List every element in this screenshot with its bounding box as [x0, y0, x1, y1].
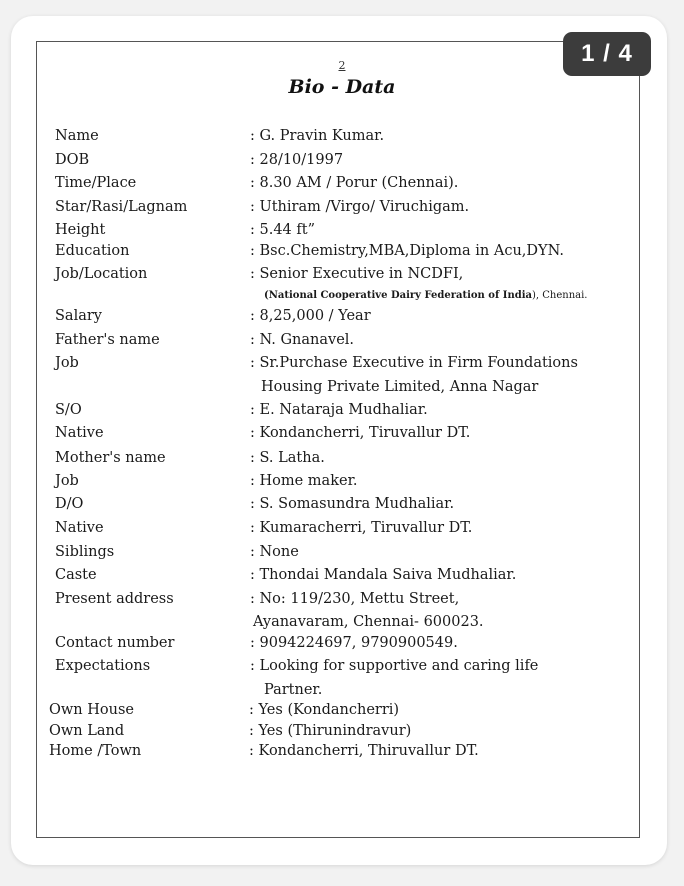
label-caste: Caste	[55, 567, 97, 583]
value-father-job: : Sr.Purchase Executive in Firm Foundations	[250, 355, 578, 371]
value-father-job-cont: Housing Private Limited, Anna Nagar	[261, 379, 539, 395]
label-height: Height	[55, 222, 106, 238]
job-location-note-bold: (National Cooperative Dairy Federation of India	[264, 290, 532, 301]
value-dob: : 28/10/1997	[250, 152, 344, 168]
value-mother-job: : Home maker.	[250, 473, 358, 489]
value-father-native: : Kondancherri, Tiruvallur DT.	[250, 425, 471, 441]
job-location-note	[264, 290, 587, 301]
label-dob: DOB	[55, 152, 90, 168]
label-s-o: S/O	[55, 402, 82, 418]
value-own-land: : Yes (Thirunindravur)	[249, 723, 412, 739]
label-mother-job: Job	[55, 473, 79, 489]
value-height: : 5.44 ft”	[250, 222, 315, 238]
value-star-rasi: : Uthiram /Virgo/ Viruchigam.	[250, 199, 470, 215]
page-counter-badge: 1 / 4	[563, 32, 651, 76]
label-present-address: Present address	[55, 591, 174, 607]
label-name: Name	[55, 128, 99, 144]
value-caste: : Thondai Mandala Saiva Mudhaliar.	[250, 567, 517, 583]
label-star-rasi: Star/Rasi/Lagnam	[55, 199, 188, 215]
label-salary: Salary	[55, 308, 102, 324]
label-mother-native: Native	[55, 520, 104, 536]
value-address-cont: Ayanavaram, Chennai- 600023.	[253, 614, 484, 630]
value-home-town: : Kondancherri, Thiruvallur DT.	[249, 743, 479, 759]
label-expectations: Expectations	[55, 658, 151, 674]
label-own-house: Own House	[49, 702, 134, 718]
label-contact-number: Contact number	[55, 635, 175, 651]
value-time-place: : 8.30 AM / Porur (Chennai).	[250, 175, 459, 191]
value-fathers-name: : N. Gnanavel.	[250, 332, 355, 348]
label-fathers-name: Father's name	[55, 332, 160, 348]
value-present-address: : No: 119/230, Mettu Street,	[250, 591, 460, 607]
label-own-land: Own Land	[49, 723, 125, 739]
value-own-house: : Yes (Kondancherri)	[249, 702, 400, 718]
value-mother-native: : Kumaracherri, Tiruvallur DT.	[250, 520, 473, 536]
label-job-location: Job/Location	[55, 266, 148, 282]
value-siblings: : None	[250, 544, 299, 560]
label-time-place: Time/Place	[55, 175, 137, 191]
value-job-location: : Senior Executive in NCDFI,	[250, 266, 464, 282]
value-mothers-name: : S. Latha.	[250, 450, 325, 466]
value-contact-number: : 9094224697, 9790900549.	[250, 635, 458, 651]
page-title: Bio - Data	[288, 76, 396, 98]
value-salary: : 8,25,000 / Year	[250, 308, 371, 324]
job-location-note-rest: ), Chennai.	[531, 290, 588, 301]
label-father-job: Job	[55, 355, 79, 371]
label-mothers-name: Mother's name	[55, 450, 166, 466]
page-number: 2	[338, 59, 346, 72]
value-education: : Bsc.Chemistry,MBA,Diploma in Acu,DYN.	[250, 243, 564, 259]
label-siblings: Siblings	[55, 544, 115, 560]
value-name: : G. Pravin Kumar.	[250, 128, 385, 144]
label-home-town: Home /Town	[49, 743, 142, 759]
value-d-o: : S. Somasundra Mudhaliar.	[250, 496, 455, 512]
value-s-o: : E. Nataraja Mudhaliar.	[250, 402, 428, 418]
label-father-native: Native	[55, 425, 104, 441]
value-expectations-cont: Partner.	[264, 682, 323, 698]
value-expectations: : Looking for supportive and caring life	[250, 658, 539, 674]
label-education: Education	[55, 243, 130, 259]
label-d-o: D/O	[55, 496, 84, 512]
